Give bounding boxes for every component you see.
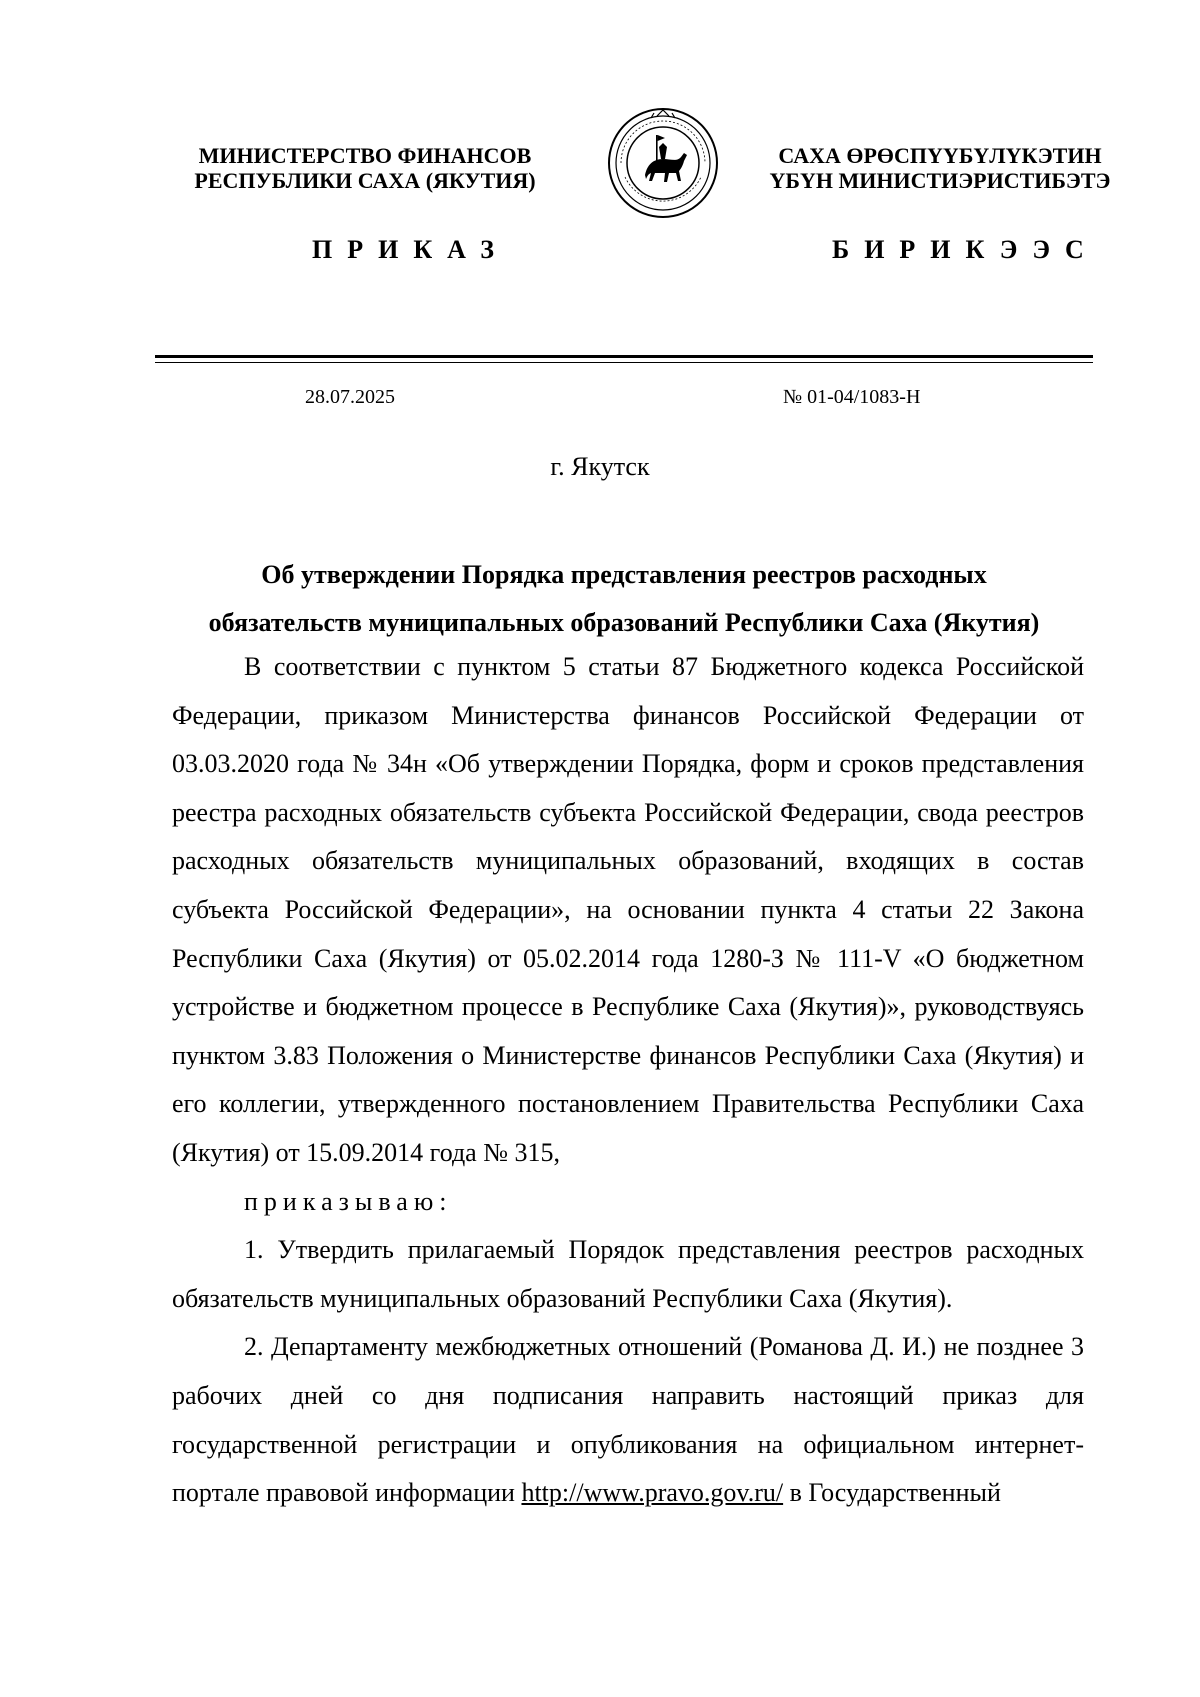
document-number: № 01-04/1083-Н <box>783 386 921 408</box>
preamble-paragraph: В соответствии с пунктом 5 статьи 87 Бюджетного кодекса Российской Федерации, приказом Министерства финансов Российской Федерации от 03.03.2020 года № 34н «Об утверждении Порядка, форм и сроков представления реестра расходных обязательств субъекта Российской Федерации, свода реестров расходных обязательств муниципальных образований, входящих в состав субъекта Российской Федерации», на основании пункта 4 статьи 22 Закона Республики Саха (Якутия) от 05.02.2014 года 1280-З № 111-V «О бюджетном устройстве и бюджетном процессе в Республике Саха (Якутия)», руководствуясь пунктом 3.83 Положения о Министерстве финансов Республики Саха (Якутия) и его коллегии, утвержденного постановлением Правительства Республики Саха (Якутия) от 15.09.2014 года № 315, <box>172 652 1084 1167</box>
coat-of-arms-icon <box>607 107 719 219</box>
order-heading-ru: ПРИКАЗ <box>312 235 510 264</box>
pravo-link[interactable]: http://www.pravo.gov.ru/ <box>521 1478 784 1508</box>
ministry-name-sah-line2: ҮБҮН МИНИСТИЭРИСТИБЭТЭ <box>769 168 1111 193</box>
document-city: г. Якутск <box>550 452 650 481</box>
item-1-paragraph: 1. Утвердить прилагаемый Порядок представления реестров расходных обязательств муниципальных образований Республики Саха (Якутия). <box>172 1235 1084 1313</box>
order-word: приказываю: <box>244 1186 453 1216</box>
document-title-line1: Об утверждении Порядка представления реестров расходных <box>261 560 987 589</box>
document-title <box>155 551 1093 647</box>
item-2-paragraph <box>172 1323 1084 1517</box>
ministry-name-sah-line1: САХА ӨРӨСПҮҮБҮЛҮКЭТИН <box>778 143 1102 168</box>
ministry-name-sah <box>755 143 1125 193</box>
ministry-name-ru-line2: РЕСПУБЛИКИ САХА (ЯКУТИЯ) <box>194 168 536 193</box>
document-date: 28.07.2025 <box>305 386 395 408</box>
ministry-name-ru <box>190 143 540 193</box>
header-divider-thin <box>155 362 1093 363</box>
order-heading-sah: БИРИКЭЭС <box>832 235 1099 264</box>
document-body <box>172 643 1084 1518</box>
ministry-name-ru-line1: МИНИСТЕРСТВО ФИНАНСОВ <box>198 143 532 168</box>
item-2-text-end: в Государственный <box>783 1478 1001 1508</box>
header-divider-thick <box>155 355 1093 358</box>
document-title-line2: обязательств муниципальных образований Республики Саха (Якутия) <box>208 608 1040 637</box>
item-2-text: 2. Департаменту межбюджетных отношений (Романова Д. И.) не позднее 3 рабочих дней со дня подписания направить настоящий приказ для государственной регистрации и опубликования на официальном интернет-портале правовой информации <box>172 1332 1084 1508</box>
